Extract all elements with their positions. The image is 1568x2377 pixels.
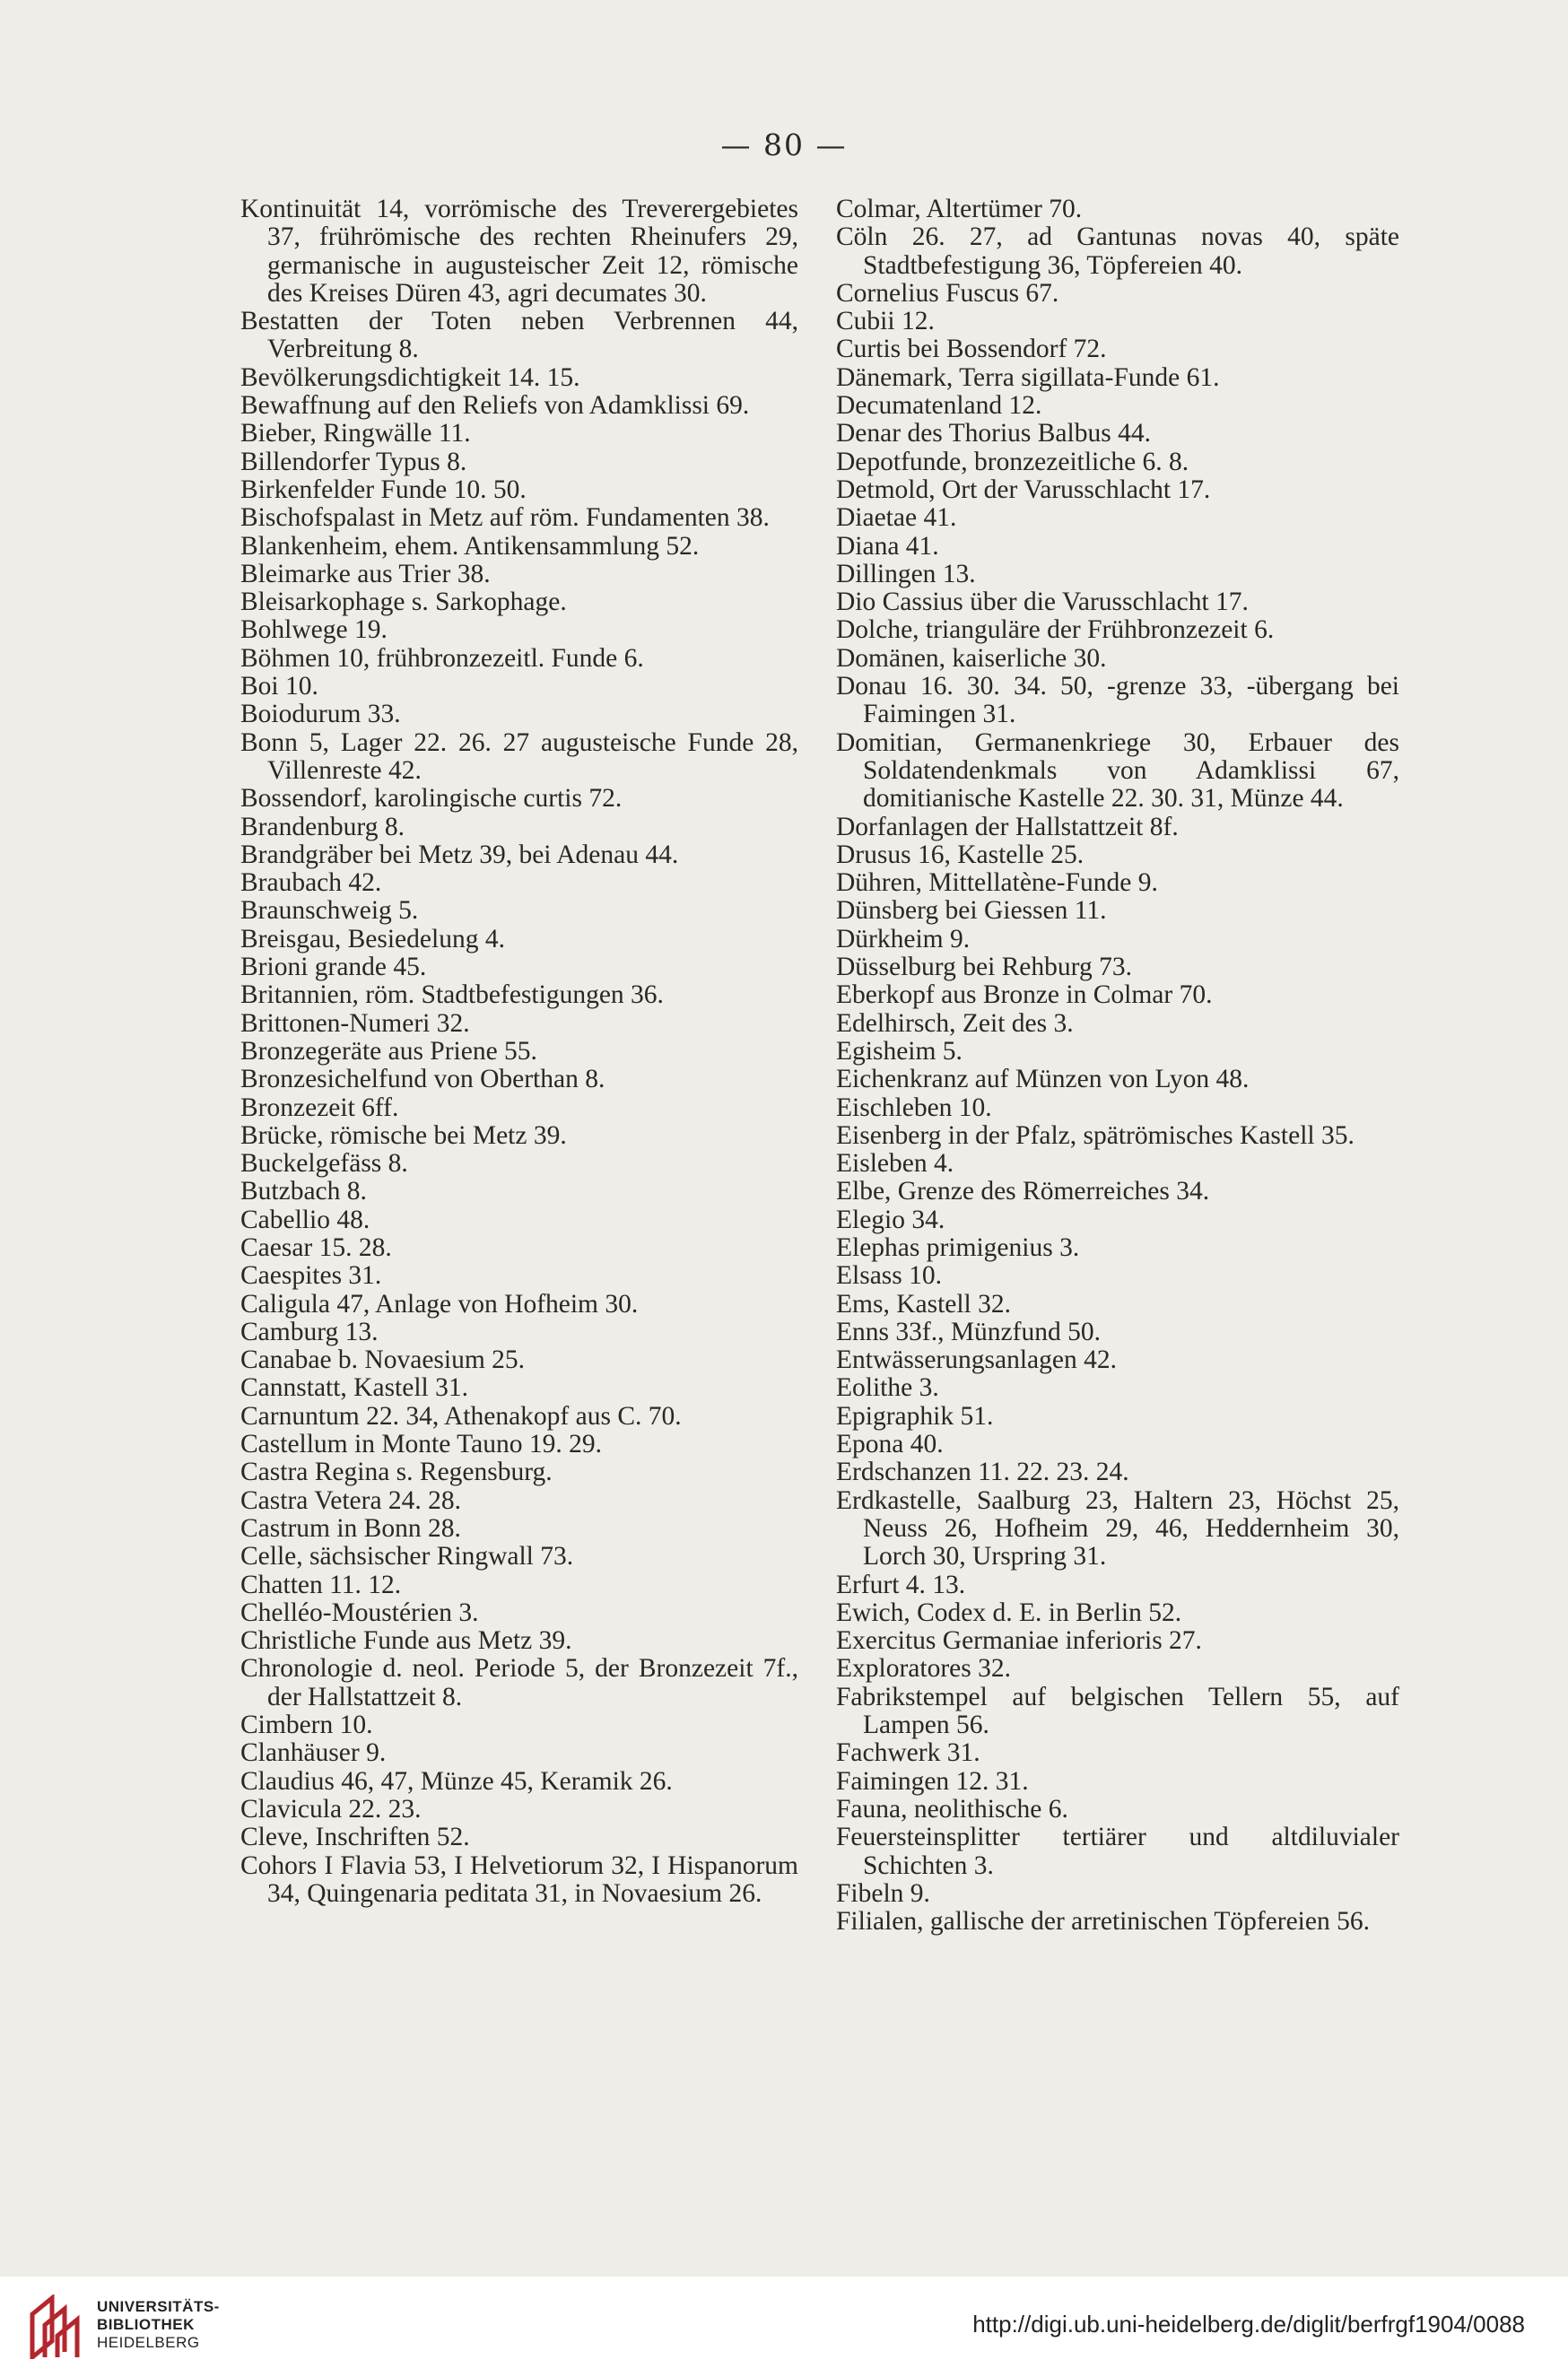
index-entry: Erfurt 4. 13. — [836, 1570, 966, 1599]
index-entry: Claudius 46, 47, Münze 45, Keramik 26. — [240, 1766, 673, 1796]
index-entry: Decumatenland 12. — [836, 391, 1042, 421]
index-entry: Donau 16. 30. 34. 50, -grenze 33, -übergang bei Faimingen 31. — [836, 672, 1399, 729]
index-entry: Fachwerk 31. — [836, 1738, 980, 1768]
index-entry: Diaetae 41. — [836, 503, 957, 533]
index-entry: Clavicula 22. 23. — [240, 1794, 422, 1824]
index-entry: Eichenkranz auf Münzen von Lyon 48. — [836, 1065, 1250, 1094]
index-entry: Castra Regina s. Regensburg. — [240, 1458, 553, 1487]
index-entry: Birkenfelder Funde 10. 50. — [240, 475, 527, 504]
index-entry: Bronzezeit 6ff. — [240, 1093, 399, 1122]
index-entry: Bonn 5, Lager 22. 26. 27 augusteische Funde 28, Villenreste 42. — [240, 727, 798, 785]
index-entry: Brandgräber bei Metz 39, bei Adenau 44. — [240, 840, 679, 869]
index-entry: Dänemark, Terra sigillata-Funde 61. — [836, 362, 1220, 392]
ub-heidelberg-logo-icon — [25, 2294, 88, 2359]
index-entry: Bronzegeräte aus Priene 55. — [240, 1036, 537, 1066]
index-entry: Bleisarkophage s. Sarkophage. — [240, 588, 567, 617]
index-entry: Canabae b. Novaesium 25. — [240, 1345, 526, 1375]
digitization-footer — [0, 2277, 1568, 2377]
index-entry: Eisenberg in der Pfalz, spätrömisches Kastell 35. — [836, 1120, 1355, 1150]
index-entry: Castra Vetera 24. 28. — [240, 1485, 462, 1515]
index-entry: Bronzesichelfund von Oberthan 8. — [240, 1065, 605, 1094]
index-entry: Eberkopf aus Bronze in Colmar 70. — [836, 980, 1213, 1010]
index-entry: Carnuntum 22. 34, Athenakopf aus C. 70. — [240, 1401, 682, 1431]
index-entry: Curtis bei Bossendorf 72. — [836, 335, 1107, 364]
index-entry: Edelhirsch, Zeit des 3. — [836, 1008, 1074, 1038]
index-entry: Feuersteinsplitter tertiärer und altdiluvialer Schichten 3. — [836, 1823, 1399, 1880]
index-entry: Bewaffnung auf den Reliefs von Adamklissi 69. — [240, 391, 750, 421]
index-entry: Elbe, Grenze des Römerreiches 34. — [836, 1177, 1210, 1206]
index-entry: Cöln 26. 27, ad Gantunas novas 40, späte Stadtbefestigung 36, Töpfereien 40. — [836, 222, 1399, 280]
index-entry: Caligula 47, Anlage von Hofheim 30. — [240, 1289, 639, 1319]
index-entry: Domitian, Germanenkriege 30, Erbauer des Soldatendenkmals von Adamklissi 67, domitianische Kastelle 22. 30. 31, Münze 44. — [836, 727, 1399, 814]
index-entry: Cabellio 48. — [240, 1205, 370, 1234]
index-entry: Britannien, röm. Stadtbefestigungen 36. — [240, 980, 664, 1010]
index-entry: Camburg 13. — [240, 1317, 379, 1346]
index-entry: Castellum in Monte Tauno 19. 29. — [240, 1430, 602, 1459]
index-entry: Diana 41. — [836, 531, 939, 561]
index-entry: Fabrikstempel auf belgischen Tellern 55, auf Lampen 56. — [836, 1682, 1399, 1740]
index-entry: Erdschanzen 11. 22. 23. 24. — [836, 1458, 1129, 1487]
index-entry: Clanhäuser 9. — [240, 1738, 387, 1768]
index-entry: Bieber, Ringwälle 11. — [240, 419, 471, 448]
index-entry: Cleve, Inschriften 52. — [240, 1823, 470, 1852]
index-entry: Boiodurum 33. — [240, 700, 401, 729]
index-entry: Brandenburg 8. — [240, 812, 405, 841]
index-entry: Boi 10. — [240, 672, 318, 701]
index-entry: Egisheim 5. — [836, 1036, 963, 1066]
index-entry: Buckelgefäss 8. — [240, 1149, 408, 1179]
index-entry: Butzbach 8. — [240, 1177, 367, 1206]
index-entry: Celle, sächsischer Ringwall 73. — [240, 1542, 574, 1572]
index-entry: Exercitus Germaniae inferioris 27. — [836, 1626, 1202, 1656]
index-column-left — [240, 196, 798, 1908]
index-entry: Eisleben 4. — [836, 1149, 954, 1179]
index-entry: Bischofspalast in Metz auf röm. Fundamenten 38. — [240, 503, 770, 533]
index-entry: Colmar, Altertümer 70. — [836, 195, 1083, 223]
index-entry: Faimingen 12. 31. — [836, 1766, 1029, 1796]
index-entry: Bestatten der Toten neben Verbrennen 44, Verbreitung 8. — [240, 307, 798, 364]
index-column-right — [836, 196, 1399, 1936]
index-entry: Dürkheim 9. — [836, 924, 971, 953]
index-entry: Cubii 12. — [836, 307, 935, 336]
index-entry: Ewich, Codex d. E. in Berlin 52. — [836, 1598, 1182, 1627]
index-entry: Cannstatt, Kastell 31. — [240, 1373, 468, 1403]
index-entry: Fibeln 9. — [836, 1878, 930, 1908]
index-entry: Erdkastelle, Saalburg 23, Haltern 23, Höchst 25, Neuss 26, Hofheim 29, 46, Heddernheim 30, Lorch 30, Urspring 31. — [836, 1485, 1399, 1572]
index-entry: Brioni grande 45. — [240, 953, 427, 982]
index-entry: Dorfanlagen der Hallstattzeit 8f. — [836, 812, 1179, 841]
index-entry: Bohlwege 19. — [240, 615, 388, 645]
index-entry: Cornelius Fuscus 67. — [836, 278, 1059, 308]
index-entry: Braunschweig 5. — [240, 896, 419, 926]
index-entry: Elsass 10. — [836, 1261, 942, 1291]
index-entry: Bevölkerungsdichtigkeit 14. 15. — [240, 362, 580, 392]
index-entry: Caesar 15. 28. — [240, 1232, 392, 1262]
index-entry: Drusus 16, Kastelle 25. — [836, 840, 1085, 869]
index-entry: Billendorfer Typus 8. — [240, 447, 467, 476]
source-url-link[interactable]: http://digi.ub.uni-heidelberg.de/diglit/berfrgf1904/0088 — [972, 2311, 1525, 2338]
index-entry: Böhmen 10, frühbronzezeitl. Funde 6. — [240, 643, 644, 673]
index-entry: Bleimarke aus Trier 38. — [240, 559, 491, 588]
index-entry: Bossendorf, karolingische curtis 72. — [240, 784, 623, 814]
index-entry: Blankenheim, ehem. Antikensammlung 52. — [240, 531, 700, 561]
library-name-line3: HEIDELBERG — [97, 2334, 200, 2351]
index-entry: Eischleben 10. — [836, 1093, 992, 1122]
index-entry: Filialen, gallische der arretinischen Töpfereien 56. — [836, 1907, 1370, 1937]
index-entry: Exploratores 32. — [836, 1654, 1011, 1684]
index-entry: Braubach 42. — [240, 868, 382, 898]
library-name — [97, 2298, 220, 2352]
index-entry: Elegio 34. — [836, 1205, 945, 1234]
index-entry: Christliche Funde aus Metz 39. — [240, 1626, 572, 1656]
index-entry: Castrum in Bonn 28. — [240, 1513, 461, 1543]
index-entry: Brittonen-Numeri 32. — [240, 1008, 470, 1038]
index-entry: Fauna, neolithische 6. — [836, 1794, 1068, 1824]
index-entry: Dolche, trianguläre der Frühbronzezeit 6. — [836, 615, 1275, 645]
index-entry: Entwässerungsanlagen 42. — [836, 1345, 1117, 1375]
index-entry: Cohors I Flavia 53, I Helvetiorum 32, I Hispanorum 34, Quingenaria peditata 31, in Novaesium 26. — [240, 1850, 798, 1908]
index-entry: Dünsberg bei Giessen 11. — [836, 896, 1107, 926]
page-number: — 80 — — [720, 127, 848, 162]
index-entry: Cimbern 10. — [240, 1711, 373, 1740]
index-entry: Ems, Kastell 32. — [836, 1289, 1012, 1319]
index-entry: Chelléo-Moustérien 3. — [240, 1598, 479, 1627]
index-entry: Domänen, kaiserliche 30. — [836, 643, 1107, 673]
index-entry: Eolithe 3. — [836, 1373, 939, 1403]
index-entry: Elephas primigenius 3. — [836, 1232, 1080, 1262]
index-entry: Epigraphik 51. — [836, 1401, 994, 1431]
index-entry: Dio Cassius über die Varusschlacht 17. — [836, 588, 1249, 617]
index-entry: Detmold, Ort der Varusschlacht 17. — [836, 475, 1211, 504]
index-entry: Chatten 11. 12. — [240, 1570, 402, 1599]
index-entry: Depotfunde, bronzezeitliche 6. 8. — [836, 447, 1189, 476]
index-entry: Dillingen 13. — [836, 559, 976, 588]
index-entry: Kontinuität 14, vorrömische des Treverergebietes 37, frührömische des rechten Rheinufers 29, germanische in augusteischer Zeit 12, römische des Kreises Düren 43, agri decumates 30. — [240, 195, 798, 308]
library-name-line1: UNIVERSITÄTS- — [97, 2298, 220, 2315]
index-entry: Brücke, römische bei Metz 39. — [240, 1120, 567, 1150]
index-entry: Chronologie d. neol. Periode 5, der Bronzezeit 7f., der Hallstattzeit 8. — [240, 1654, 798, 1711]
index-entry: Enns 33f., Münzfund 50. — [836, 1317, 1101, 1346]
library-name-line2: BIBLIOTHEK — [97, 2316, 195, 2333]
index-entry: Breisgau, Besiedelung 4. — [240, 924, 505, 953]
index-entry: Caespites 31. — [240, 1261, 382, 1291]
index-entry: Epona 40. — [836, 1430, 944, 1459]
index-entry: Dühren, Mittellatène-Funde 9. — [836, 868, 1158, 898]
index-entry: Düsselburg bei Rehburg 73. — [836, 953, 1132, 982]
index-entry: Denar des Thorius Balbus 44. — [836, 419, 1151, 448]
